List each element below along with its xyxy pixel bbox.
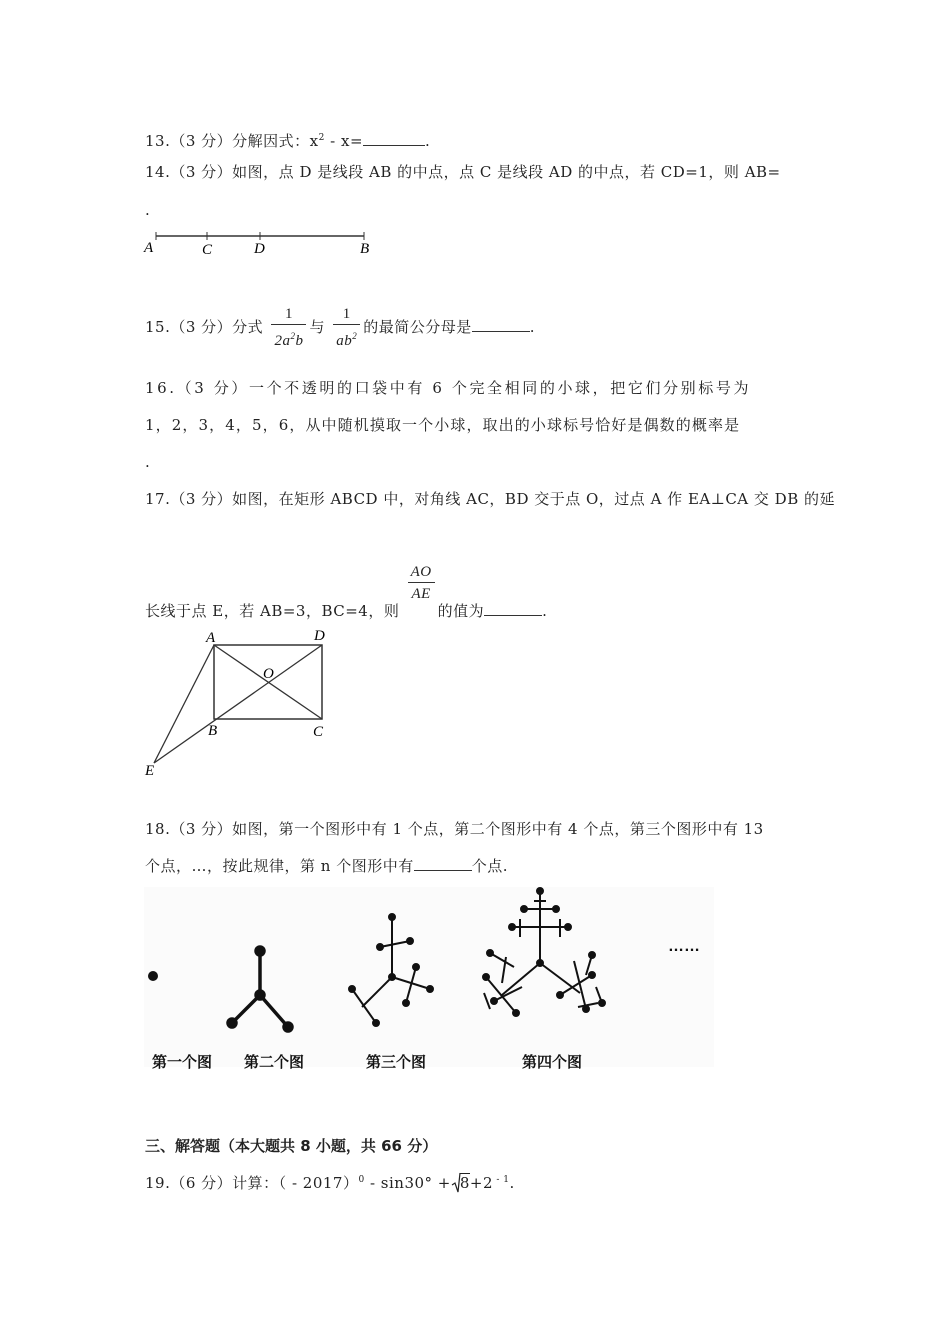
answer-blank	[472, 317, 530, 332]
caption-3: 第三个图	[366, 1054, 427, 1071]
label-d: D	[314, 628, 325, 644]
question-18-line1: 18.（3 分）如图，第一个图形中有 1 个点，第二个图形中有 4 个点，第三个图形中有 13	[145, 820, 764, 838]
label-e: E	[145, 763, 155, 779]
caption-1: 第一个图	[152, 1054, 213, 1071]
label-c: C	[202, 242, 213, 258]
line-db-extended	[154, 645, 322, 763]
answer-blank	[414, 856, 472, 871]
question-17-line1: 17.（3 分）如图，在矩形 ABCD 中，对角线 AC，BD 交于点 O，过点 A 作 EA⊥CA 交 DB 的延	[145, 490, 835, 508]
segment-figure	[140, 228, 380, 258]
question-16-end: .	[145, 453, 151, 471]
line-ae	[154, 645, 214, 763]
label-o: O	[263, 666, 274, 682]
answer-blank	[363, 131, 425, 146]
section-title: 三、解答题（本大题共 8 小题，共 66 分）	[145, 1137, 438, 1155]
question-13: 13.（3 分）分解因式：$x^2 - x=$ .	[145, 132, 431, 150]
label-b: B	[360, 241, 370, 257]
ellipsis: ……	[668, 938, 700, 955]
caption-4: 第四个图	[522, 1054, 583, 1071]
label-b: B	[208, 723, 218, 739]
label-a: A	[144, 240, 154, 256]
answer-blank	[484, 601, 542, 616]
caption-2: 第二个图	[244, 1054, 305, 1071]
question-14-end: .	[145, 201, 151, 219]
pattern-figure	[140, 885, 720, 1075]
question-14: 14.（3 分）如图，点 D 是线段 AB 的中点，点 C 是线段 AD 的中点，若 CD=1，则 AB=	[145, 163, 781, 181]
question-17-line2: 长线于点 E，若 AB=3，BC=4，则 $\frac{AO}{AE}$ 的值为 .	[145, 564, 548, 620]
label-d: D	[254, 241, 265, 257]
fraction-2: $\frac{1}{ab^2}$	[333, 304, 360, 352]
label-c: C	[313, 724, 324, 740]
question-18-line2: 个点，…，按此规律，第 n 个图形中有 个点.	[145, 857, 508, 875]
question-15: 15.（3 分）分式 $\frac{1}{2a^2b}$ 与 $\frac{1}{ab^2}$ 的最简公分母是 .	[145, 304, 535, 352]
question-16-line1: 16.（3 分）一个不透明的口袋中有 6 个完全相同的小球，把它们分别标号为	[145, 379, 752, 397]
fraction-1: $\frac{1}{2a^2b}$	[271, 304, 306, 352]
label-a: A	[206, 630, 216, 646]
fraction-ao-ae: $\frac{AO}{AE}$	[408, 562, 435, 605]
question-16-line2: 1，2，3，4，5，6，从中随机摸取一个小球，取出的小球标号恰好是偶数的概率是	[145, 416, 741, 434]
rectangle-figure	[140, 625, 340, 780]
figure-1-dot	[148, 971, 158, 981]
sqrt-8: 8	[451, 1173, 470, 1193]
question-19: 19.（6 分）计算：（ - 2017）$^0$ - sin30° + 8+2 $^{- 1}$.	[145, 1174, 515, 1192]
